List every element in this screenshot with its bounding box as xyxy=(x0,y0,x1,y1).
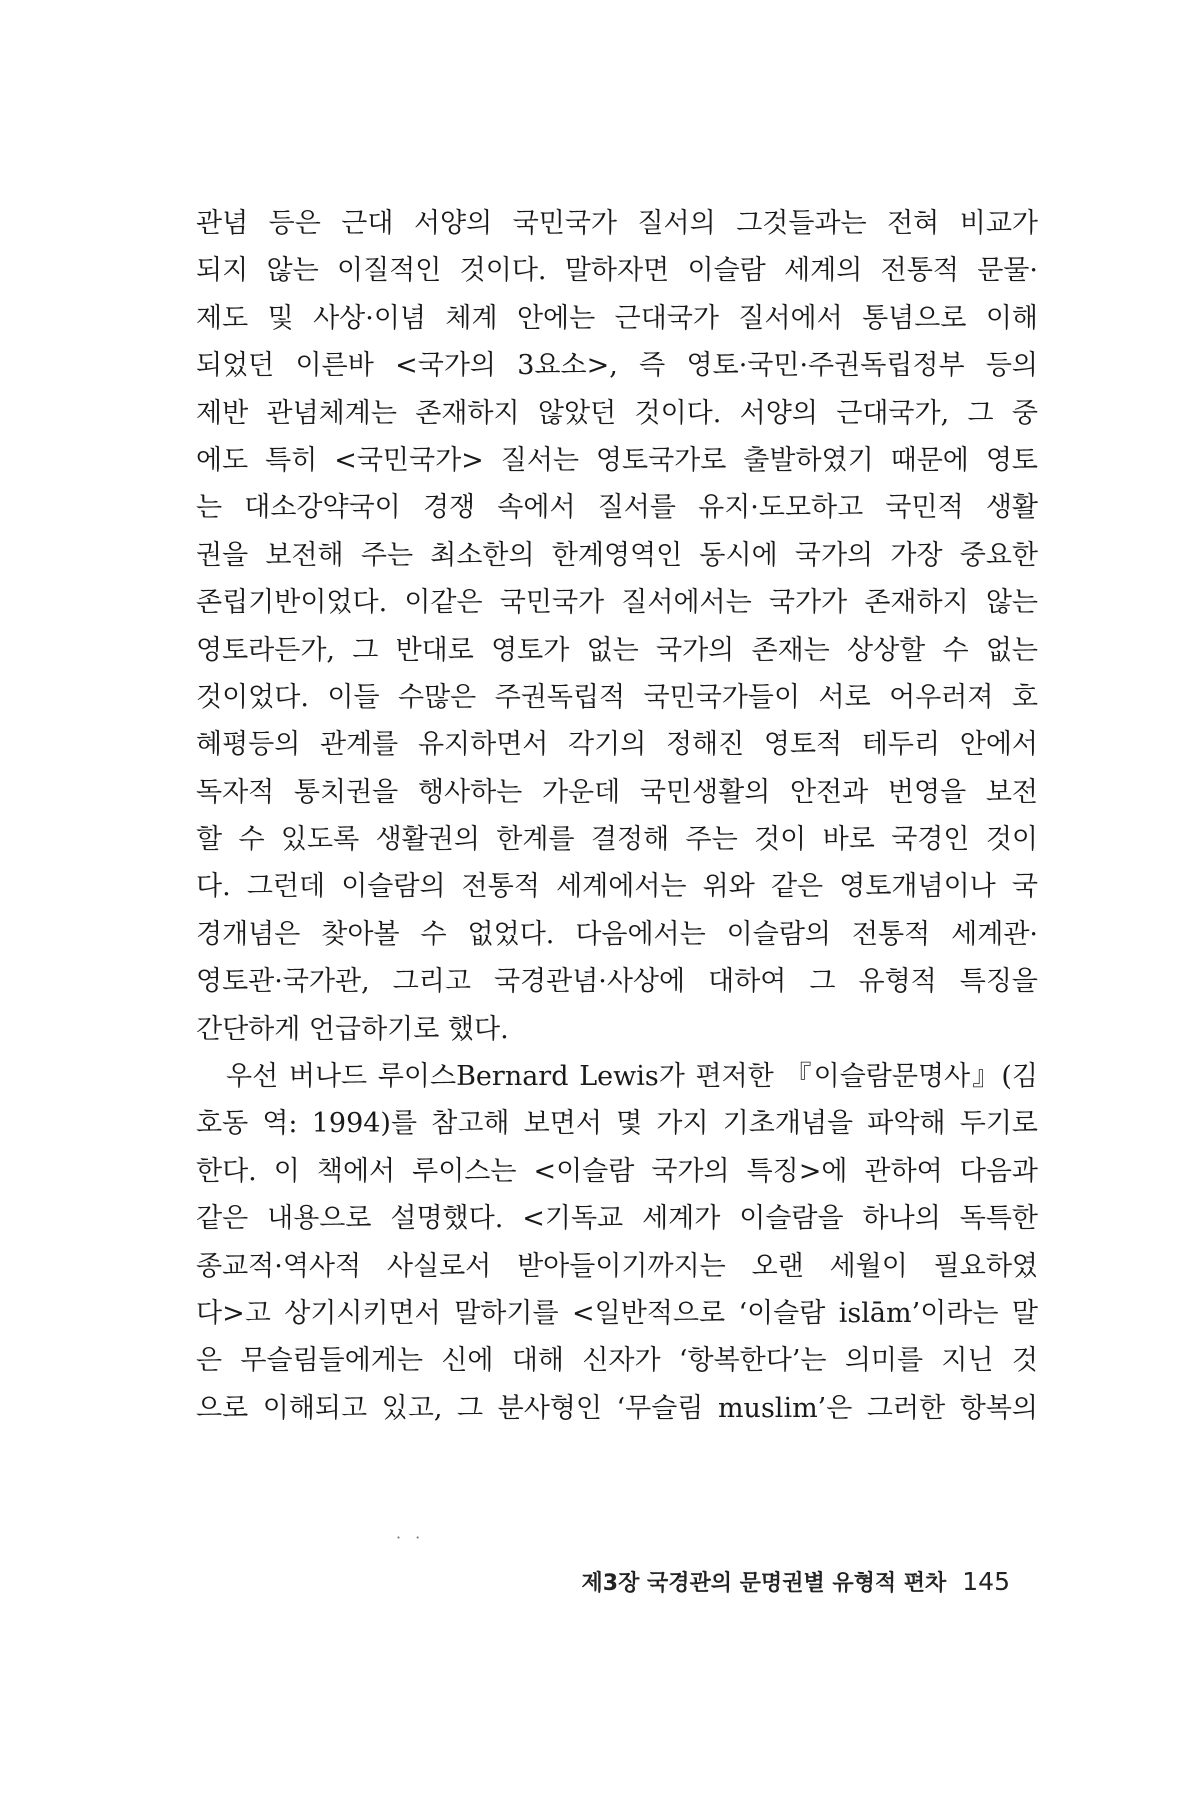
text-line: 한다. 이 책에서 루이스는 <이슬람 국가의 특징>에 관하여 다음과 xyxy=(196,1155,1038,1187)
page-number: 145 xyxy=(962,1567,1010,1596)
text-line: 권을 보전해 주는 최소한의 한계영역인 동시에 국가의 가장 중요한 xyxy=(196,539,1038,571)
running-footer xyxy=(582,1566,1010,1597)
paragraph-1 xyxy=(196,200,1038,1053)
text-line: 에도 특히 <국민국가> 질서는 영토국가로 출발하였기 때문에 영토 xyxy=(196,444,1038,476)
text-line: 혜평등의 관계를 유지하면서 각기의 정해진 영토적 테두리 안에서 xyxy=(196,729,1038,761)
text-line: 종교적·역사적 사실로서 받아들이기까지는 오랜 세월이 필요하였 xyxy=(196,1250,1038,1282)
text-line: 같은 내용으로 설명했다. <기독교 세계가 이슬람을 하나의 독특한 xyxy=(196,1203,1038,1235)
text-line: 으로 이해되고 있고, 그 분사형인 ‘무슬림 muslim’은 그러한 항복의 xyxy=(196,1392,1038,1424)
text-line: 영토라든가, 그 반대로 영토가 없는 국가의 존재는 상상할 수 없는 xyxy=(196,634,1038,666)
text-line: 간단하게 언급하기로 했다. xyxy=(196,1013,509,1045)
text-line: 는 대소강약국이 경쟁 속에서 질서를 유지·도모하고 국민적 생활 xyxy=(196,492,1038,524)
text-line: 관념 등은 근대 서양의 국민국가 질서의 그것들과는 전혀 비교가 xyxy=(196,208,1038,239)
body-text xyxy=(196,200,1038,1432)
text-line: 되었던 이른바 <국가의 3요소>, 즉 영토·국민·주권독립정부 등의 xyxy=(196,350,1038,382)
text-line: 다>고 상기시키면서 말하기를 <일반적으로 ‘이슬람 islām’이라는 말 xyxy=(196,1297,1038,1329)
scan-speck: ·· xyxy=(396,1528,435,1547)
text-line: 영토관·국가관, 그리고 국경관념·사상에 대하여 그 유형적 특징을 xyxy=(196,966,1038,998)
paragraph-2 xyxy=(196,1053,1038,1432)
text-line: 제반 관념체계는 존재하지 않았던 것이다. 서양의 근대국가, 그 중 xyxy=(196,397,1038,429)
text-line: 독자적 통치권을 행사하는 가운데 국민생활의 안전과 번영을 보전 xyxy=(196,776,1038,808)
text-line: 것이었다. 이들 수많은 주권독립적 국민국가들이 서로 어우러져 호 xyxy=(196,681,1038,713)
text-line: 다. 그런데 이슬람의 전통적 세계에서는 위와 같은 영토개념이나 국 xyxy=(196,871,1038,903)
text-line: 은 무슬림들에게는 신에 대해 신자가 ‘항복한다’는 의미를 지닌 것 xyxy=(196,1345,1038,1377)
chapter-title: 제3장 국경관의 문명권별 유형적 편차 xyxy=(581,1571,947,1596)
text-line: 존립기반이었다. 이같은 국민국가 질서에서는 국가가 존재하지 않는 xyxy=(196,587,1038,619)
text-line: 호동 역: 1994)를 참고해 보면서 몇 가지 기초개념을 파악해 두기로 xyxy=(196,1108,1038,1140)
text-line: 경개념은 찾아볼 수 없었다. 다음에서는 이슬람의 전통적 세계관· xyxy=(196,918,1038,950)
text-line: 되지 않는 이질적인 것이다. 말하자면 이슬람 세계의 전통적 문물· xyxy=(196,255,1038,287)
text-line: 할 수 있도록 생활권의 한계를 결정해 주는 것이 바로 국경인 것이 xyxy=(196,824,1038,856)
text-line: 제도 및 사상·이념 체계 안에는 근대국가 질서에서 통념으로 이해 xyxy=(196,302,1038,334)
text-line: 우선 버나드 루이스Bernard Lewis가 편저한 『이슬람문명사』(김 xyxy=(226,1061,1038,1093)
